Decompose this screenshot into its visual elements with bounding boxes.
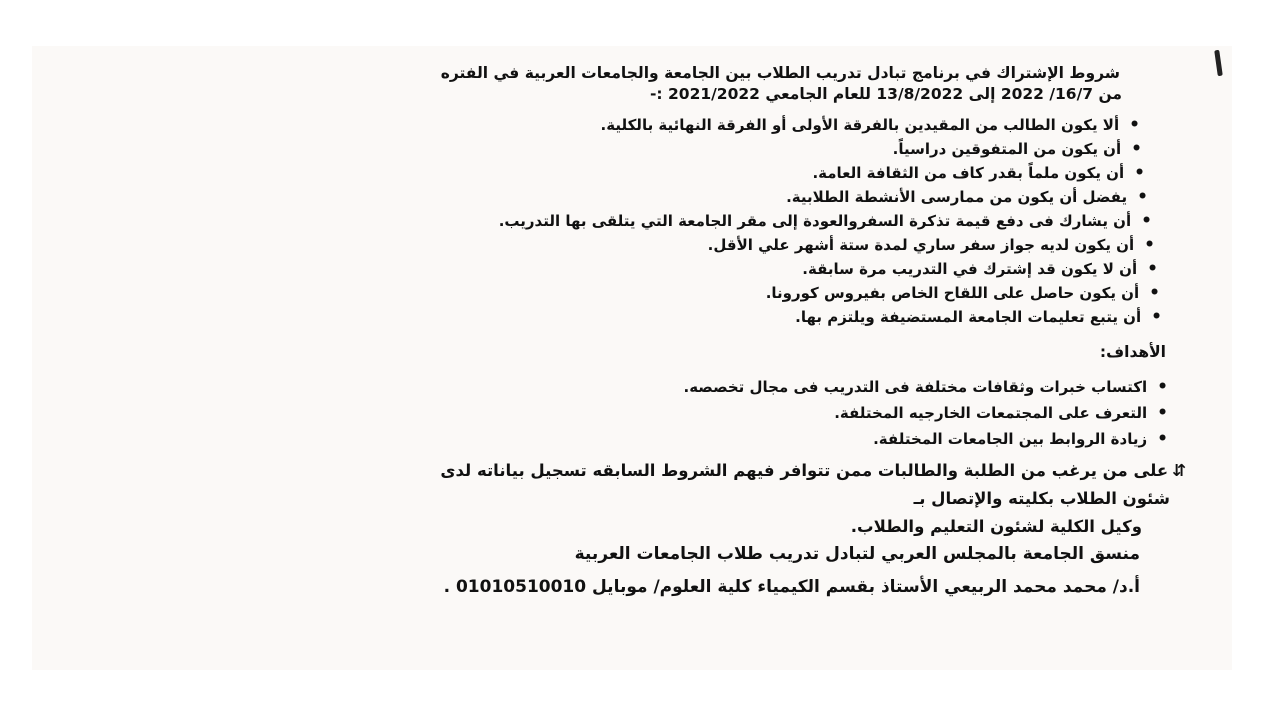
goal-item: • التعرف على المجتمعات الخارجيه المختلفة. — [834, 404, 1168, 423]
condition-item: • أن يكون ملماً بقدر كاف من الثقافة العامة. — [812, 164, 1145, 183]
condition-item: • ألا يكون الطالب من المقيدين بالفرقة الأولى أو الفرقة النهائية بالكلية. — [601, 116, 1140, 135]
condition-item: • أن يكون لديه جواز سفر ساري لمدة ستة أشهر علي الأقل. — [708, 236, 1155, 255]
note-line1-text: على من يرغب من الطلبة والطالبات ممن تتوافر فيهم الشروط السابقه تسجيل بياناته لدى — [440, 461, 1169, 480]
condition-item: • أن يشارك فى دفع قيمة تذكرة السفروالعودة إلى مقر الجامعة التي يتلقى بها التدريب. — [499, 212, 1152, 231]
condition-item: • أن يكون حاصل على اللقاح الخاص بفيروس كورونا. — [766, 284, 1160, 303]
conditions-title-line1: شروط الإشتراك في برنامج تبادل تدريب الطلاب بين الجامعة والجامعات العربية في الفتره — [440, 64, 1120, 82]
contact-line3: أ.د/ محمد محمد الربيعي الأستاذ بقسم الكيمياء كلية العلوم/ موبايل 01010510010 . — [443, 577, 1140, 597]
condition-item: • أن يكون من المتفوقين دراسياً. — [893, 140, 1142, 159]
goal-item: • زيادة الروابط بين الجامعات المختلفة. — [873, 430, 1168, 449]
goals-heading: الأهداف: — [1099, 343, 1166, 361]
condition-item: • أن لا يكون قد إشترك في التدريب مرة سابقة. — [802, 260, 1158, 279]
condition-item: • يفضل أن يكون من ممارسى الأنشطة الطلابية. — [786, 188, 1148, 207]
conditions-title-line2: من 16/7/ 2022 إلى 13/8/2022 للعام الجامعي 2021/2022 :- — [649, 85, 1122, 103]
arrow-marker-icon: ⇵ — [1172, 461, 1186, 480]
condition-item: • أن يتبع تعليمات الجامعة المستضيفة ويلتزم بها. — [795, 308, 1162, 327]
contact-line2: منسق الجامعة بالمجلس العربي لتبادل تدريب طلاب الجامعات العربية — [574, 544, 1140, 564]
note-line2: شئون الطلاب بكليته والإتصال بـ — [913, 489, 1170, 508]
goal-item: • اكتساب خبرات وثقافات مختلفة فى التدريب فى مجال تخصصه. — [684, 378, 1168, 397]
note-line1 — [440, 462, 1186, 480]
contact-line1: وكيل الكلية لشئون التعليم والطلاب. — [850, 517, 1142, 536]
